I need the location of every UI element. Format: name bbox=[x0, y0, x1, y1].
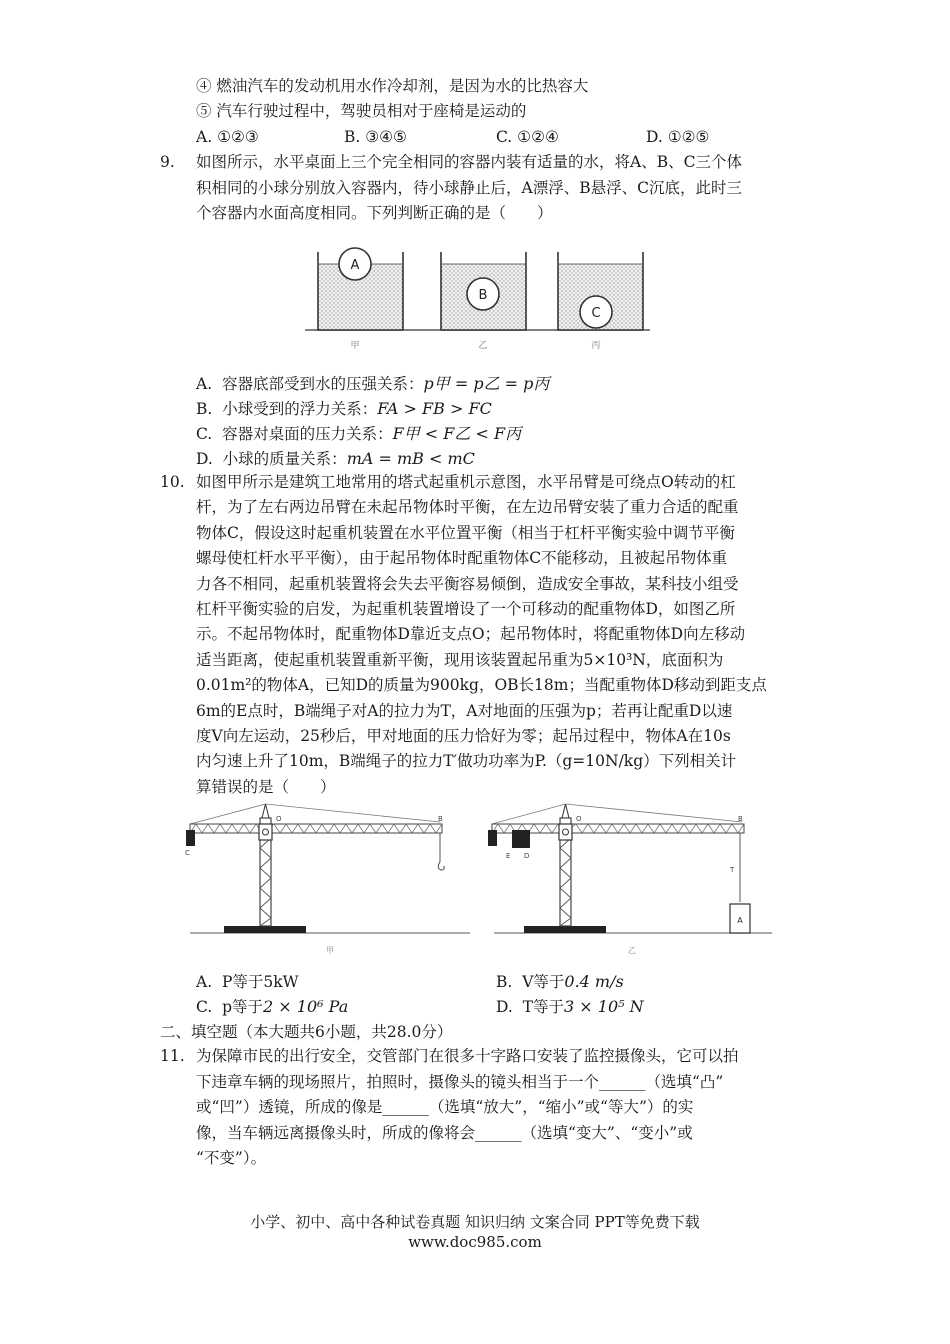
label-c: C bbox=[185, 849, 190, 857]
caption-yi: 乙 bbox=[478, 341, 488, 351]
q10-crane-figure bbox=[182, 800, 782, 962]
question-11-line-1: 为保障市民的出行安全，交管部门在很多十字路口安装了监控摄像头，它可以拍 bbox=[196, 1047, 739, 1065]
footer-promo-text: 小学、初中、高中各种试卷真题 知识归纳 文案合同 PPT等免费下载 bbox=[250, 1213, 700, 1231]
caption-bing: 丙 bbox=[591, 341, 601, 351]
question-11-line-4: 像，当车辆远离摄像头时，所成的像将会______（选填“变大”、“变小”或 bbox=[196, 1123, 693, 1142]
ball-c-label: C bbox=[591, 306, 601, 321]
counterweight-c-yi bbox=[488, 830, 497, 846]
question-10-line-7: 示。不起吊物体时，配重物体D靠近支点O；起吊物体时，将配重物体D向左移动 bbox=[196, 625, 746, 644]
q10-option-b[interactable]: B. V等于0.4 m/s bbox=[496, 972, 624, 991]
question-10-line-8: 适当距离，使起重机装置重新平衡，现用该装置起吊重为5×10³N，底面积为 bbox=[196, 650, 724, 669]
question-number: 11. bbox=[160, 1047, 185, 1065]
question-number: 9. bbox=[160, 153, 175, 171]
q8-option-d[interactable]: D. ①②⑤ bbox=[646, 128, 710, 146]
container-jia bbox=[318, 248, 403, 330]
question-10-line-10: 6m的E点时，B端绳子对A的拉力为T，A对地面的压强为p；若再让配重D以速 bbox=[196, 701, 733, 720]
question-10-line-12: 内匀速上升了10m，B端绳子的拉力T′做功功率为P.（g=10N/kg）下列相关计 bbox=[196, 752, 737, 771]
question-11-line-3: 或“凹”）透镜，所成的像是______（选填“放大”，“缩小”或“等大”）的实 bbox=[196, 1098, 694, 1116]
label-o-jia: O bbox=[276, 815, 282, 823]
container-bing bbox=[558, 252, 643, 330]
question-11 bbox=[160, 1044, 810, 1174]
question-10-line-9: 0.01m²的物体A，已知D的质量为900kg，OB长18m；当配重物体D移动到距支点 bbox=[196, 676, 767, 695]
crane-yi-base bbox=[524, 926, 606, 933]
caption-jia-crane: 甲 bbox=[326, 946, 334, 955]
question-number: 10. bbox=[160, 473, 185, 491]
question-9 bbox=[160, 150, 800, 230]
footer-website-link[interactable]: www.doc985.com bbox=[408, 1233, 542, 1251]
q9-option-d[interactable]: D. 小球的质量关系：mA = mB < mC bbox=[196, 449, 475, 468]
label-e: E bbox=[506, 852, 511, 860]
question-10 bbox=[160, 470, 810, 800]
crane-yi bbox=[488, 804, 772, 933]
q8-item-4: ④ 燃油汽车的发动机用水作冷却剂，是因为水的比热容大 bbox=[196, 77, 589, 95]
label-b-jia: B bbox=[438, 815, 443, 823]
label-a: A bbox=[737, 916, 743, 925]
q9-option-b[interactable]: B. 小球受到的浮力关系：FA > FB > FC bbox=[196, 399, 492, 418]
caption-yi-crane: 乙 bbox=[628, 946, 636, 955]
label-t: T bbox=[730, 866, 735, 874]
label-b-yi: B bbox=[738, 815, 743, 823]
ball-a-label: A bbox=[350, 258, 360, 273]
q8-option-c[interactable]: C. ①②④ bbox=[496, 128, 559, 146]
q10-option-d[interactable]: D. T等于3 × 10⁵ N bbox=[496, 997, 644, 1016]
counterweight-d bbox=[512, 830, 530, 848]
container-yi bbox=[441, 252, 526, 330]
section-2-heading: 二、填空题（本大题共6小题，共28.0分） bbox=[160, 1023, 453, 1041]
q8-option-a[interactable]: A. ①②③ bbox=[196, 128, 259, 146]
question-10-line-11: 度V向左运动，25秒后，甲对地面的压力恰好为零；起吊过程中，物体A在10s bbox=[196, 727, 731, 746]
q8-options bbox=[196, 126, 756, 148]
question-11-line-2: 下违章车辆的现场照片，拍照时，摄像头的镜头相当于一个______（选填“凸” bbox=[196, 1072, 724, 1091]
label-o-yi: O bbox=[576, 815, 582, 823]
question-9-line-2: 积相同的小球分别放入容器内，待小球静止后，A漂浮、B悬浮、C沉底，此时三 bbox=[196, 178, 742, 197]
q10-option-c[interactable]: C. p等于2 × 10⁶ Pa bbox=[196, 997, 349, 1016]
question-10-line-3: 物体C，假设这时起重机装置在水平位置平衡（相当于杠杆平衡实验中调节平衡 bbox=[196, 523, 735, 542]
question-9-line-3: 个容器内水面高度相同。下列判断正确的是（ ） bbox=[196, 204, 553, 222]
crane-jia bbox=[185, 804, 470, 933]
q8-item-5: ⑤ 汽车行驶过程中，驾驶员相对于座椅是运动的 bbox=[196, 102, 527, 120]
label-d: D bbox=[524, 852, 530, 860]
counterweight-c bbox=[186, 830, 195, 846]
question-11-line-5: “不变”）。 bbox=[196, 1149, 267, 1167]
question-10-line-5: 力各不相同，起重机装置将会失去平衡容易倾倒，造成安全事故，某科技小组受 bbox=[196, 574, 739, 593]
q9-option-c[interactable]: C. 容器对桌面的压力关系：F甲 < F乙 < F丙 bbox=[196, 424, 522, 443]
ball-b-label: B bbox=[478, 288, 488, 303]
q9-containers-figure bbox=[305, 242, 650, 354]
crane-jia-base bbox=[224, 926, 306, 933]
question-9-line-1: 如图所示，水平桌面上三个完全相同的容器内装有适量的水，将A、B、C三个体 bbox=[196, 153, 742, 171]
q10-option-a[interactable]: A. P等于5kW bbox=[196, 973, 299, 991]
question-10-line-1: 如图甲所示是建筑工地常用的塔式起重机示意图，水平吊臂是可绕点O转动的杠 bbox=[196, 473, 736, 491]
caption-jia: 甲 bbox=[350, 341, 360, 351]
question-10-line-6: 杠杆平衡实验的启发，为起重机装置增设了一个可移动的配重物体D，如图乙所 bbox=[196, 600, 736, 619]
q9-option-a[interactable]: A. 容器底部受到水的压强关系：p甲 = p乙 = p丙 bbox=[196, 374, 550, 393]
q8-option-b[interactable]: B. ③④⑤ bbox=[344, 128, 407, 146]
question-10-line-2: 杆，为了左右两边吊臂在未起吊物体时平衡，在左边吊臂安装了重力合适的配重 bbox=[196, 498, 739, 517]
question-10-line-13: 算错误的是（ ） bbox=[196, 777, 336, 796]
question-10-line-4: 螺母使杠杆水平平衡），由于起吊物体时配重物体C不能移动，且被起吊物体重 bbox=[196, 549, 728, 568]
